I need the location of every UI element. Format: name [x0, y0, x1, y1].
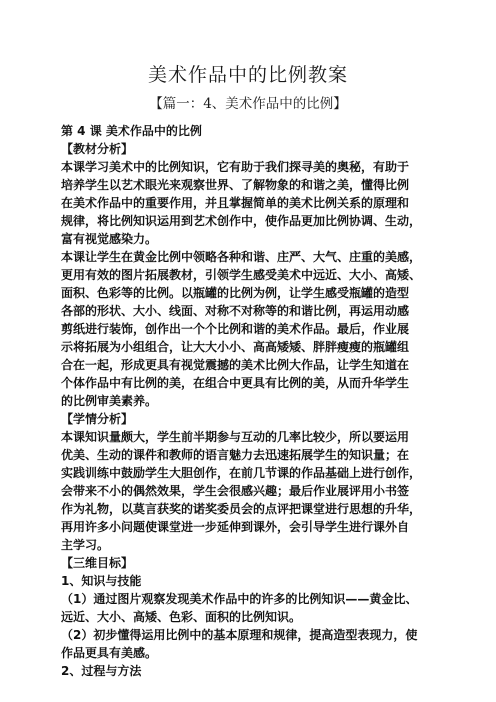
text-line: 【三维目标】 [61, 556, 134, 570]
text-line: 更用有效的图片拓展教材，引领学生感受美术中远近、大小、高矮、 [61, 268, 422, 282]
text-line: 培养学生以艺术眼光来观察世界、了解物象的和谐之美，懂得比例 [61, 178, 410, 192]
text-line: 本课让学生在黄金比例中领略各种和谐、庄严、大气、庄重的美感， [61, 250, 422, 264]
text-line: 远近、大小、高矮、色彩、面积的比例知识。 [61, 610, 302, 624]
text-line: 本课知识量颇大，学生前半期参与互动的几率比较少，所以要运用 [61, 430, 410, 444]
text-line: 面积、色彩等的比例。以瓶罐的比例为例，让学生感受瓶罐的造型 [61, 286, 410, 300]
text-line: 2、过程与方法 [61, 664, 142, 678]
text-line: 在美术作品中的重要作用，并且掌握简单的美术比例关系的原理和 [61, 196, 410, 210]
text-line: 会带来不小的偶然效果，学生会很感兴趣；最后作业展评用小书签 [61, 484, 410, 498]
text-line: （1）通过图片观察发现美术作品中的许多的比例知识——黄金比、 [61, 592, 418, 606]
document-title: 美术作品中的比例教案 [147, 64, 348, 86]
text-line: 优美、生动的课件和教师的语言魅力去迅速拓展学生的知识量；在 [61, 448, 410, 462]
text-line: 本课学习美术中的比例知识，它有助于我们探寻美的奥秘，有助于 [61, 160, 410, 174]
text-line: 1、知识与技能 [61, 574, 142, 588]
text-line: 实践训练中鼓励学生大胆创作，在前几节课的作品基础上进行创作， [61, 466, 422, 480]
document-body [61, 122, 461, 680]
text-line: 示将拓展为小组组合，让大大小小、高高矮矮、胖胖瘦瘦的瓶罐组 [61, 340, 410, 354]
text-line: 各部的形状、大小、线面、对称不对称等的和谐比例，再运用动感 [61, 304, 410, 318]
text-line: 的比例审美素养。 [61, 394, 158, 408]
document-subtitle: 【篇一：4、美术作品中的比例】 [149, 96, 347, 112]
text-line: 第 4 课 美术作品中的比例 [61, 124, 202, 138]
text-line: （2）初步懂得运用比例中的基本原理和规律，提高造型表现力，使 [61, 628, 418, 642]
text-line: 合在一起，形成更具有视觉震撼的美术比例大作品，让学生知道在 [61, 358, 410, 372]
text-line: 作品更具有美感。 [61, 646, 158, 660]
text-line: 规律，将比例知识运用到艺术创作中，使作品更加比例协调、生动， [61, 214, 422, 228]
text-line: 主学习。 [61, 538, 110, 552]
text-line: 富有视觉感染力。 [61, 232, 158, 246]
text-line: 作为礼物，以莫言获奖的诺奖委员会的点评把课堂进行思想的升华， [61, 502, 422, 516]
text-line: 剪纸进行装饰，创作出一个个比例和谐的美术作品。最后，作业展 [61, 322, 410, 336]
text-line: 【教材分析】 [61, 142, 134, 156]
text-line: 再用许多小问题使课堂进一步延伸到课外，会引导学生进行课外自 [61, 520, 410, 534]
text-line: 个体作品中有比例的美，在组合中更具有比例的美，从而升华学生 [61, 376, 410, 390]
text-line: 【学情分析】 [61, 412, 134, 426]
